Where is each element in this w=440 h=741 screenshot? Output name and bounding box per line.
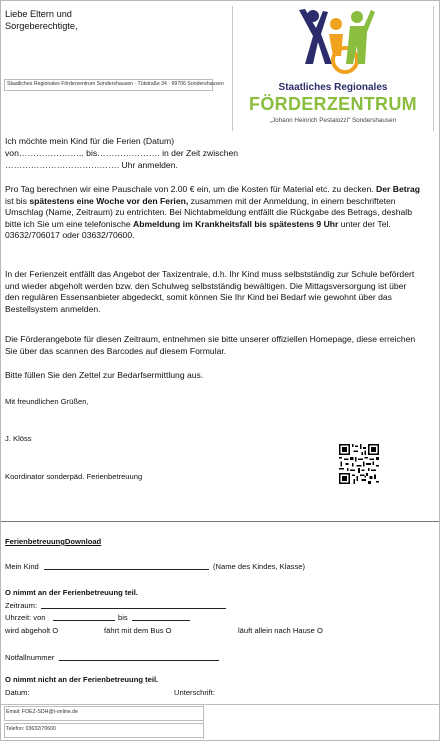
fee-bold-3: Abmeldung im Krankheitsfall bis spätestens 9 Uhr — [133, 218, 339, 229]
time-to-field[interactable] — [132, 620, 190, 621]
logo-title-line-2: FÖRDERZENTRUM — [249, 94, 417, 114]
not-attend-option[interactable]: O nimmt nicht an der Ferienbetreuung teil. — [5, 675, 159, 684]
emergency-label: Notfallnummer — [5, 653, 55, 662]
form-title: FerienbetreuungDownload — [5, 537, 102, 546]
greeting-line-2: Sorgeberechtigte, — [5, 21, 78, 31]
period-field[interactable] — [41, 608, 226, 609]
fee-paragraph — [5, 184, 421, 242]
footer-right-box — [203, 705, 439, 739]
sender-address-box — [4, 79, 224, 91]
walk-alone-option[interactable]: läuft allein nach Hause O — [238, 626, 323, 635]
time-to-label: bis — [118, 613, 128, 622]
taxi-paragraph: In der Ferienzeit entfällt das Angebot der Taxizentrale, d.h. Ihr Kind muss selbstständig zur Schule befördert und wieder abgeholt werden bzw. den Schulweg selbstständig bewältigen. Die Mittagsversorgung ist über den regulären Essensanbieter abgedeckt, somit können Sie Ihr Kind bei Bedarf wie gewohnt über das Bestellsystem anmelden. — [5, 269, 415, 314]
pickup-option[interactable]: wird abgeholt O — [5, 626, 59, 635]
child-label: Mein Kind — [5, 562, 39, 571]
fee-text-3: zusammen mit der Anmeldung, in einem beschrifteten Umschlag (Name, Zeitraum) zu entrichten. Bei Nichtabmeldung entfällt die Rückgabe des Betrags, deshalb bitte ich Sie um eine telefonische — [5, 195, 412, 229]
request-line-2: von………………….. bis…………………. in der Zeit zwischen — [5, 148, 239, 158]
logo-title-line-1: Staatliches Regionales — [278, 82, 388, 93]
date-label: Datum: — [5, 688, 30, 697]
time-from-label: Uhrzeit: von — [5, 613, 46, 622]
school-logo — [232, 6, 434, 131]
signer-role: Koordinator sonderpäd. Ferienbetreuung — [5, 472, 143, 481]
footer-email-box — [4, 706, 204, 721]
section-divider — [1, 521, 439, 522]
footer-phone: Telefon: 03632/70600 — [6, 726, 56, 732]
logo-figures-icon — [233, 6, 433, 82]
attend-option[interactable]: O nimmt an der Ferienbetreuung teil. — [5, 588, 138, 597]
greeting-line-1: Liebe Eltern und — [5, 9, 72, 19]
logo-title-line-3: „Johann Heinrich Pestalozzi" Sondershausen — [269, 117, 397, 124]
signature-label: Unterschrift: — [174, 688, 215, 697]
qr-code-icon[interactable] — [339, 444, 379, 484]
request-line-1: Ich möchte mein Kind für die Ferien (Datum) — [5, 136, 175, 146]
signer-name: J. Klöss — [5, 434, 32, 443]
bus-option[interactable]: fährt mit dem Bus O — [104, 626, 172, 635]
emergency-field[interactable] — [59, 660, 219, 661]
fill-instruction: Bitte füllen Sie den Zettel zur Bedarfsermittlung aus. — [5, 370, 204, 380]
fee-text-1: Pro Tag berechnen wir eine Pauschale von 2.00 € ein, um die Kosten für Material etc. zu decken. — [5, 184, 374, 194]
footer-email: Email: FOEZ-SDH@t-online.de — [6, 709, 78, 715]
closing: Mit freundlichen Grüßen, — [5, 397, 89, 406]
child-hint: (Name des Kindes, Klasse) — [213, 562, 306, 571]
fee-bold-2: spätestens eine Woche vor den Ferien, — [29, 195, 189, 206]
time-from-field[interactable] — [53, 620, 115, 621]
fee-bold-1: Der Betrag — [376, 184, 420, 194]
footer-phone-box — [4, 723, 204, 738]
offers-paragraph: Die Förderangebote für diesen Zeitraum, entnehmen sie bitte unserer offiziellen Homepage, diese erreichen Sie über das scannen des Barcodes auf diesem Formular. — [5, 334, 416, 356]
fee-text-4: unter der Tel. 03632/706017 oder 03632/70600. — [5, 218, 391, 241]
sender-address: Staatliches Regionales Förderzentrum Sondershausen · Tütstraße 34 · 99706 Sondershausen — [7, 81, 224, 87]
child-name-field[interactable] — [44, 569, 209, 570]
fee-text-2: ist bis — [5, 195, 27, 206]
request-line-3: …………………………………. Uhr anmelden. — [5, 160, 178, 170]
period-label: Zeitraum: — [5, 601, 38, 610]
